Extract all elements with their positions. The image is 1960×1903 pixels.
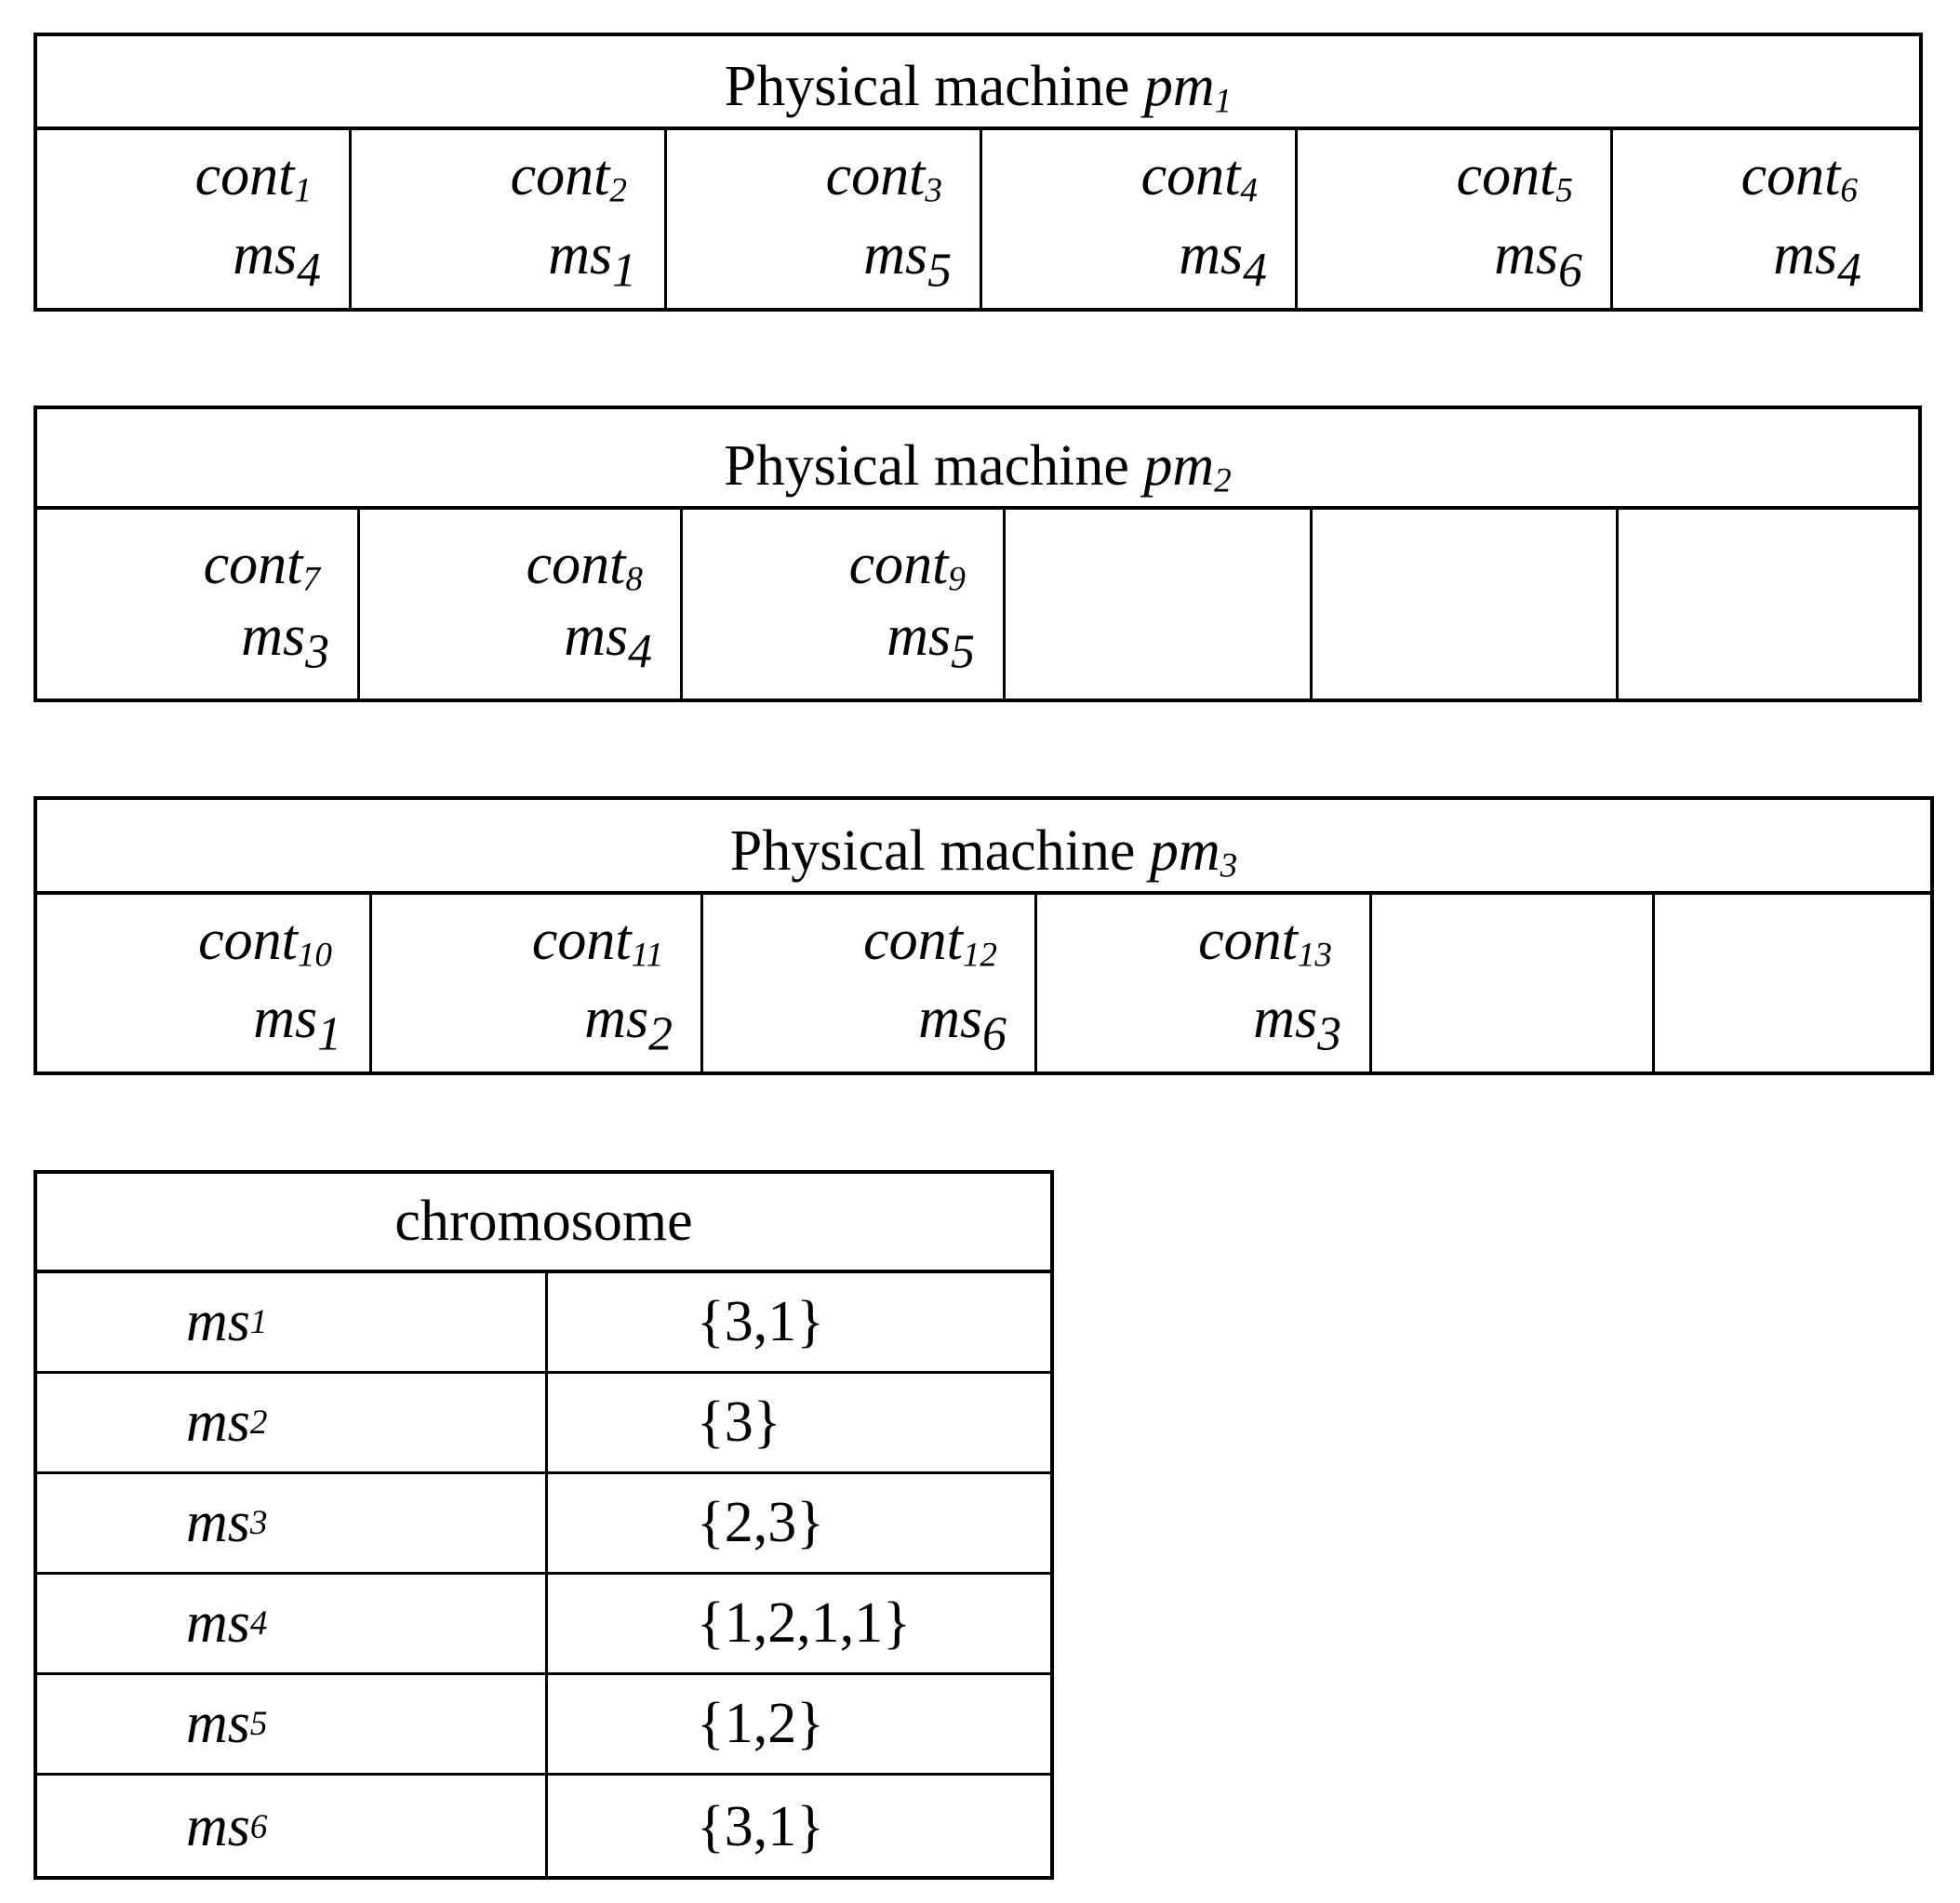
pm1-containers — [37, 130, 1919, 308]
pm3-header — [37, 800, 1930, 895]
container-label: cont$_3$ — [825, 144, 942, 210]
table-row — [37, 1474, 1050, 1575]
container-label: cont$_8$ — [526, 533, 643, 599]
container-label: cont$_{10}$ — [198, 909, 332, 975]
container-label: cont$_{11}$ — [531, 909, 663, 975]
empty-slot — [1372, 895, 1655, 1071]
chromosome-table — [33, 1170, 1054, 1880]
physical-machine-pm2 — [33, 406, 1922, 702]
container-cell — [683, 510, 1006, 699]
service-cell: ms 1 — [37, 1273, 548, 1371]
container-label: cont$_6$ — [1740, 144, 1858, 210]
gene-cell: {1,2,1,1} — [697, 1591, 912, 1655]
service-label: $ms_4$ — [1179, 222, 1267, 298]
table-row — [37, 1675, 1050, 1776]
empty-slot — [1006, 510, 1313, 699]
container-cell — [667, 130, 982, 308]
container-cell — [1037, 895, 1372, 1071]
service-label: $ms_3$ — [241, 604, 329, 679]
service-label: $ms_5$ — [887, 604, 975, 679]
service-label: $ms_4$ — [233, 222, 321, 298]
service-label: $ms_1$ — [253, 986, 341, 1061]
container-cell — [352, 130, 667, 308]
container-label: cont$_{13}$ — [1198, 909, 1332, 975]
pm3-containers — [37, 895, 1930, 1071]
gene-cell: {1,2} — [697, 1692, 825, 1755]
service-label: $ms_6$ — [1494, 222, 1582, 298]
container-label: cont$_{12}$ — [863, 909, 997, 975]
service-label: $ms_3$ — [1253, 986, 1341, 1061]
empty-slot — [1619, 510, 1918, 699]
container-cell — [37, 895, 372, 1071]
container-label: cont$_4$ — [1140, 144, 1258, 210]
table-row — [37, 1374, 1050, 1474]
pm2-title: Physical machine $pm_2$ — [724, 434, 1232, 500]
empty-slot — [1655, 895, 1930, 1071]
container-label: cont$_5$ — [1456, 144, 1573, 210]
container-cell — [982, 130, 1298, 308]
service-label: $ms_4$ — [1773, 222, 1861, 298]
physical-machine-pm1 — [33, 33, 1923, 312]
pm2-containers — [37, 510, 1918, 699]
container-label: cont$_2$ — [510, 144, 627, 210]
service-label: $ms_5$ — [863, 222, 952, 298]
container-cell — [37, 510, 360, 699]
service-cell: ms 5 — [37, 1675, 548, 1773]
service-label: $ms_4$ — [564, 604, 652, 679]
pm1-title: Physical machine $pm_1$ — [724, 55, 1233, 121]
service-label: $ms_2$ — [584, 986, 673, 1061]
pm2-header — [37, 409, 1918, 510]
pm3-title: Physical machine $pm_3$ — [729, 819, 1238, 885]
physical-machine-pm3 — [33, 796, 1934, 1075]
container-cell — [703, 895, 1037, 1071]
gene-cell: {3,1} — [697, 1795, 825, 1858]
service-cell: ms 4 — [37, 1575, 548, 1672]
container-cell — [360, 510, 683, 699]
table-row — [37, 1776, 1050, 1879]
table-row — [37, 1575, 1050, 1675]
chromosome-title: chromosome — [37, 1174, 1050, 1273]
service-cell: ms 3 — [37, 1474, 548, 1572]
pm1-header — [37, 36, 1919, 130]
container-cell — [1613, 130, 1919, 308]
container-cell — [37, 130, 352, 308]
container-label: cont$_7$ — [203, 533, 320, 599]
service-label: $ms_1$ — [548, 222, 636, 298]
container-label: cont$_1$ — [194, 144, 312, 210]
service-cell: ms 2 — [37, 1374, 548, 1471]
container-label: cont$_9$ — [848, 533, 966, 599]
gene-cell: {3} — [697, 1391, 781, 1454]
gene-cell: {2,3} — [697, 1491, 825, 1554]
service-cell: ms 6 — [37, 1776, 548, 1879]
gene-cell: {3,1} — [697, 1290, 825, 1353]
empty-slot — [1313, 510, 1619, 699]
container-cell — [1298, 130, 1613, 308]
service-label: $ms_6$ — [918, 986, 1007, 1061]
table-row — [37, 1273, 1050, 1374]
container-cell — [372, 895, 703, 1071]
